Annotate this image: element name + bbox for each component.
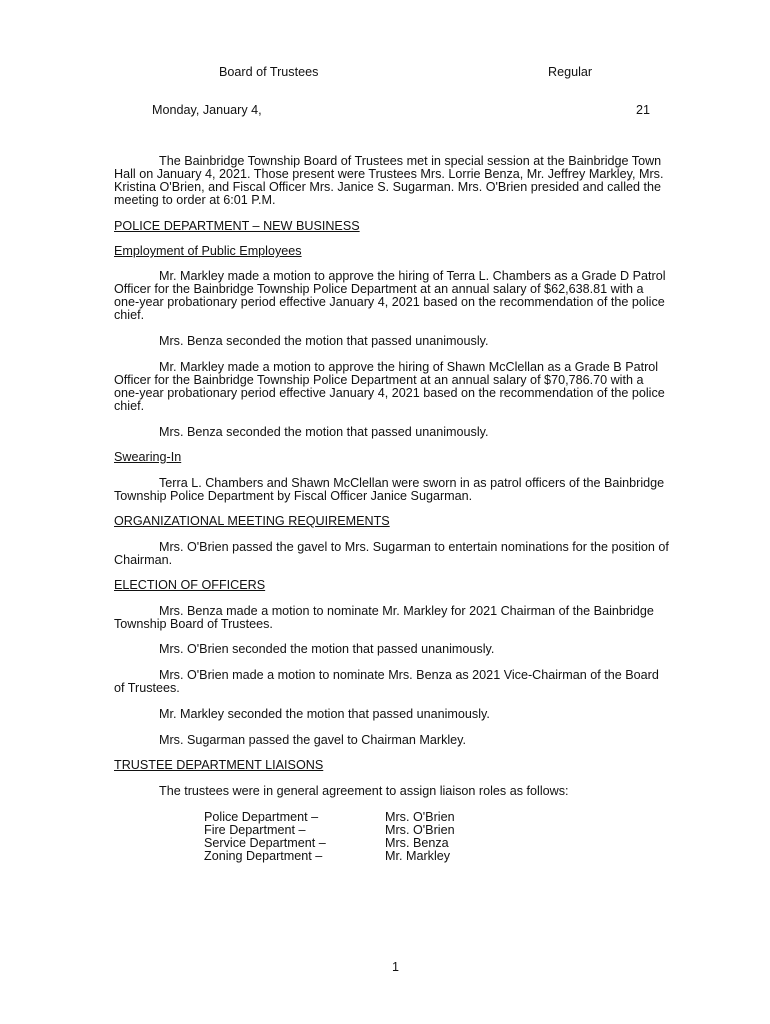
police-department-heading: POLICE DEPARTMENT – NEW BUSINESS	[114, 219, 360, 233]
organizational-paragraph	[114, 541, 670, 567]
swearing-in-heading: Swearing-In	[114, 450, 182, 464]
second-text: Mrs. Benza seconded the motion that passed unanimously.	[159, 334, 489, 348]
election-motion-text: Mrs. Benza made a motion to nominate Mr. Markley for 2021 Chairman of the Bainbridge Township Board of Trustees.	[114, 604, 654, 631]
second-text: Mrs. Benza seconded the motion that passed unanimously.	[159, 425, 489, 439]
gavel-text: Mrs. Sugarman passed the gavel to Chairman Markley.	[159, 733, 467, 747]
liaison-person: Mrs. O'Brien	[385, 823, 455, 837]
intro-text: The Bainbridge Township Board of Trustees met in special session at the Bainbridge Town Hall on January 4, 2021. Those present were Trustees Mrs. Lorrie Benza, Mr. Jeffrey Markley, Mrs. Kristina O'Brien, and Fiscal Officer Mrs. Janice S. Sugarman. Mrs. O'Brien presided and called the meeting to order at 6:01 P.M.	[114, 154, 664, 207]
liaison-department: Zoning Department –	[204, 849, 323, 863]
election-second-paragraph-2	[114, 708, 670, 721]
header-date-suffix: 21	[636, 103, 651, 117]
swearing-in-paragraph	[114, 477, 670, 503]
liaisons-intro-paragraph	[114, 785, 670, 798]
page-number: 1	[392, 960, 400, 974]
election-motion-paragraph-1	[114, 605, 670, 631]
second-paragraph-1	[114, 335, 670, 348]
header-board-title: Board of Trustees	[219, 65, 319, 79]
liaison-department: Police Department –	[204, 810, 319, 824]
election-second-text: Mr. Markley seconded the motion that passed unanimously.	[159, 707, 490, 721]
motion-paragraph-1	[114, 270, 670, 322]
organizational-meeting-heading: ORGANIZATIONAL MEETING REQUIREMENTS	[114, 514, 390, 528]
motion-text: Mr. Markley made a motion to approve the hiring of Shawn McClellan as a Grade B Patrol Officer for the Bainbridge Township Police Department at an annual salary of $70,786.70 with a one-year probationary period effective January 4, 2021 based on the recommendation of the police chief.	[114, 360, 665, 413]
header-session-type: Regular	[548, 65, 593, 79]
second-paragraph-2	[114, 426, 670, 439]
employment-heading: Employment of Public Employees	[114, 244, 302, 258]
election-motion-paragraph-2	[114, 669, 670, 695]
motion-paragraph-2	[114, 361, 670, 413]
election-motion-text: Mrs. O'Brien made a motion to nominate Mrs. Benza as 2021 Vice-Chairman of the Board of Trustees.	[114, 668, 659, 695]
intro-paragraph	[114, 155, 670, 207]
motion-text: Mr. Markley made a motion to approve the hiring of Terra L. Chambers as a Grade D Patrol Officer for the Bainbridge Township Police Department at an annual salary of $62,638.81 with a one-year probationary period effective January 4, 2021 based on the recommendation of the police chief.	[114, 269, 666, 322]
election-second-paragraph-1	[114, 643, 670, 656]
liaison-person: Mrs. O'Brien	[385, 810, 455, 824]
liaison-department: Service Department –	[204, 836, 326, 850]
liaisons-intro-text: The trustees were in general agreement to assign liaison roles as follows:	[159, 784, 569, 798]
liaison-person: Mrs. Benza	[385, 836, 449, 850]
liaison-person: Mr. Markley	[385, 849, 451, 863]
election-second-text: Mrs. O'Brien seconded the motion that passed unanimously.	[159, 642, 495, 656]
liaison-department: Fire Department –	[204, 823, 306, 837]
election-of-officers-heading: ELECTION OF OFFICERS	[114, 578, 266, 592]
swearing-in-text: Terra L. Chambers and Shawn McClellan were sworn in as patrol officers of the Bainbridge Township Police Department by Fiscal Officer Janice Sugarman.	[114, 476, 665, 503]
organizational-text: Mrs. O'Brien passed the gavel to Mrs. Sugarman to entertain nominations for the position of Chairman.	[114, 540, 669, 567]
gavel-paragraph	[114, 734, 670, 747]
header-date: Monday, January 4,	[152, 103, 262, 117]
liaisons-heading: TRUSTEE DEPARTMENT LIAISONS	[114, 758, 324, 772]
